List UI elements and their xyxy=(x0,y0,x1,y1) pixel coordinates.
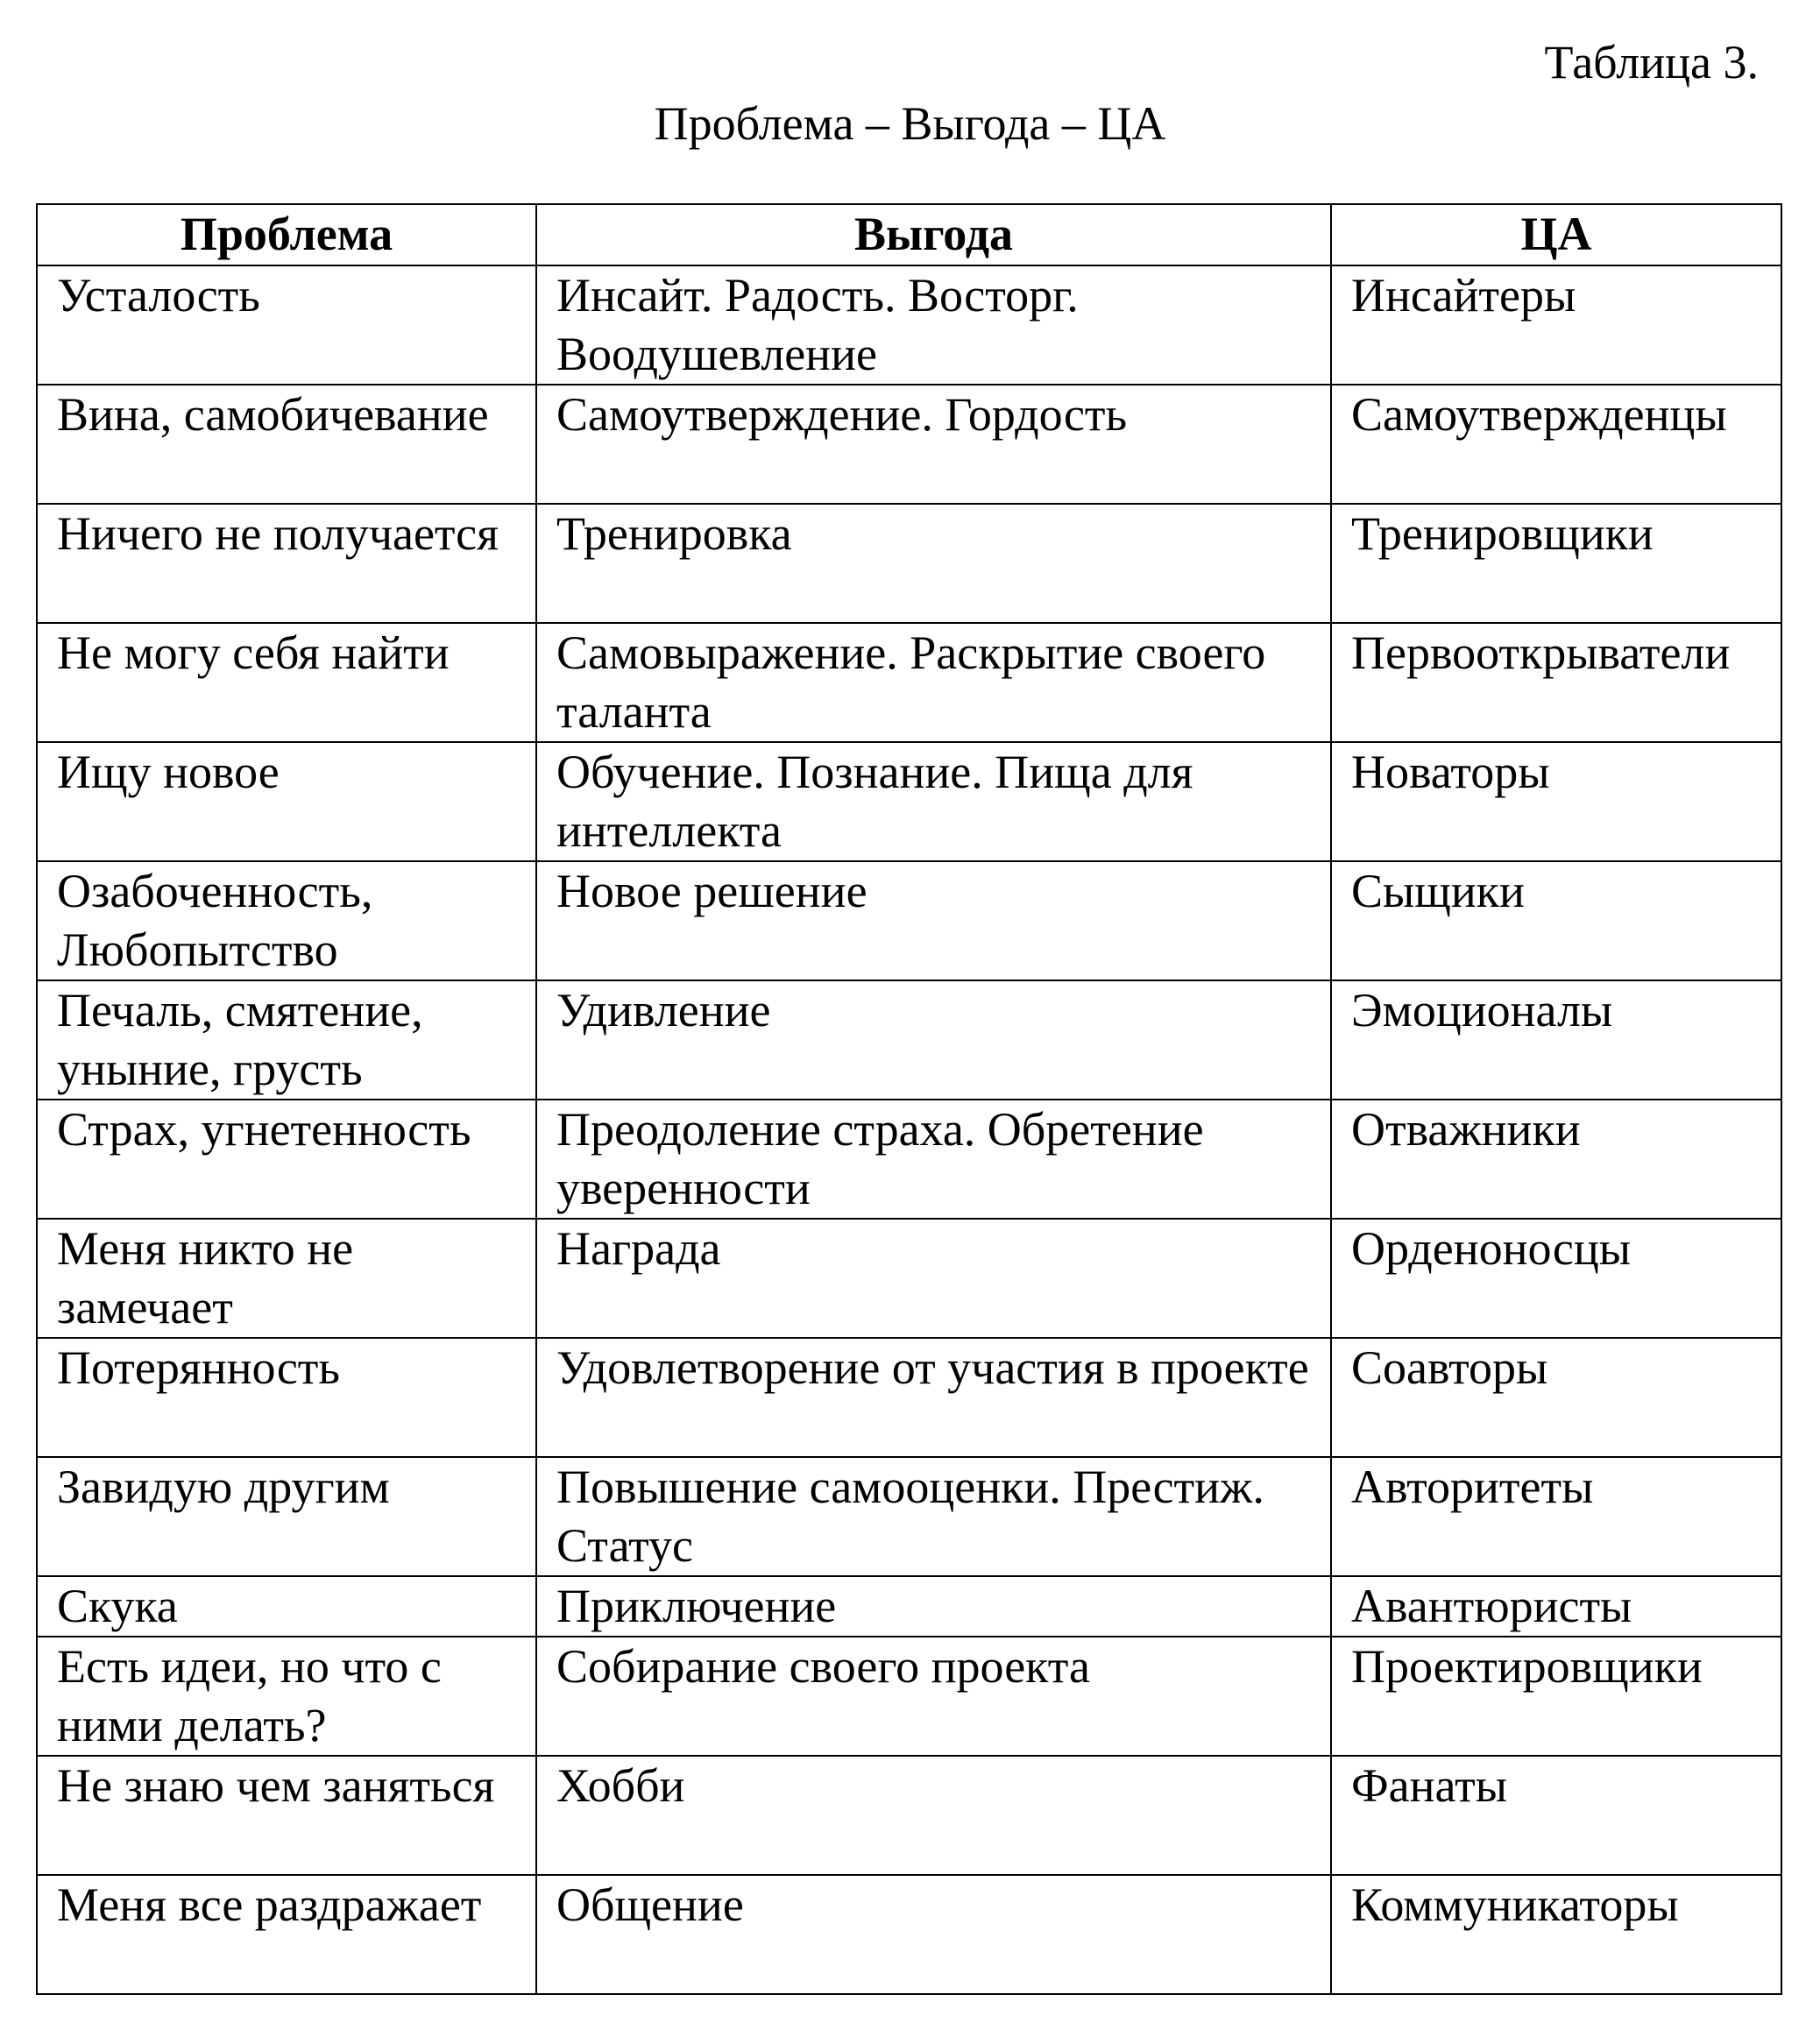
benefit-cell: Хобби xyxy=(536,1756,1331,1875)
problem-cell: Скука xyxy=(37,1576,536,1637)
audience-cell: Проектировщики xyxy=(1331,1637,1781,1756)
problem-cell: Печаль, смятение, уныние, грусть xyxy=(37,980,536,1100)
audience-cell: Орденоносцы xyxy=(1331,1219,1781,1338)
audience-cell: Эмоционалы xyxy=(1331,980,1781,1100)
audience-cell: Отважники xyxy=(1331,1100,1781,1219)
table-row xyxy=(37,980,1781,1100)
table-row xyxy=(37,1756,1781,1875)
table-row xyxy=(37,1875,1781,1994)
header-problem: Проблема xyxy=(37,204,536,265)
audience-cell: Коммуникаторы xyxy=(1331,1875,1781,1994)
benefit-cell: Самоутверждение. Гордость xyxy=(536,385,1331,504)
problem-benefit-audience-table xyxy=(36,203,1782,1995)
problem-cell: Не знаю чем заняться xyxy=(37,1756,536,1875)
audience-cell: Первооткрыватели xyxy=(1331,623,1781,742)
problem-cell: Усталость xyxy=(37,265,536,385)
audience-cell: Новаторы xyxy=(1331,742,1781,861)
benefit-cell: Обучение. Познание. Пища для интеллекта xyxy=(536,742,1331,861)
problem-cell: Потерянность xyxy=(37,1338,536,1457)
table-title: Проблема – Выгода – ЦА xyxy=(654,97,1166,150)
problem-cell: Не могу себя найти xyxy=(37,623,536,742)
problem-cell: Вина, самобичевание xyxy=(37,385,536,504)
problem-cell: Ничего не получается xyxy=(37,504,536,623)
benefit-cell: Тренировка xyxy=(536,504,1331,623)
benefit-cell: Новое решение xyxy=(536,861,1331,980)
benefit-cell: Самовыражение. Раскрытие своего таланта xyxy=(536,623,1331,742)
table-row xyxy=(37,1338,1781,1457)
benefit-cell: Повышение самооценки. Престиж. Статус xyxy=(536,1457,1331,1576)
benefit-cell: Приключение xyxy=(536,1576,1331,1637)
benefit-cell: Удовлетворение от участия в проекте xyxy=(536,1338,1331,1457)
benefit-cell: Удивление xyxy=(536,980,1331,1100)
table-caption: Таблица 3. xyxy=(1544,36,1759,88)
table-row xyxy=(37,1576,1781,1637)
table-row xyxy=(37,504,1781,623)
benefit-cell: Награда xyxy=(536,1219,1331,1338)
table-row xyxy=(37,1219,1781,1338)
problem-cell: Меня все раздражает xyxy=(37,1875,536,1994)
table-row xyxy=(37,265,1781,385)
header-row xyxy=(37,204,1781,265)
table-row xyxy=(37,1100,1781,1219)
benefit-cell: Преодоление страха. Обретение уверенности xyxy=(536,1100,1331,1219)
table-row xyxy=(37,1637,1781,1756)
problem-cell: Страх, угнетенность xyxy=(37,1100,536,1219)
audience-cell: Фанаты xyxy=(1331,1756,1781,1875)
audience-cell: Сыщики xyxy=(1331,861,1781,980)
audience-cell: Инсайтеры xyxy=(1331,265,1781,385)
audience-cell: Самоутвержденцы xyxy=(1331,385,1781,504)
audience-cell: Авантюристы xyxy=(1331,1576,1781,1637)
table-row xyxy=(37,1457,1781,1576)
problem-cell: Есть идеи, но что с ними делать? xyxy=(37,1637,536,1756)
table-row xyxy=(37,623,1781,742)
table-row xyxy=(37,861,1781,980)
problem-cell: Ищу новое xyxy=(37,742,536,861)
audience-cell: Авторитеты xyxy=(1331,1457,1781,1576)
audience-cell: Соавторы xyxy=(1331,1338,1781,1457)
benefit-cell: Инсайт. Радость. Восторг. Воодушевление xyxy=(536,265,1331,385)
audience-cell: Тренировщики xyxy=(1331,504,1781,623)
table-row xyxy=(37,742,1781,861)
header-audience: ЦА xyxy=(1331,204,1781,265)
benefit-cell: Общение xyxy=(536,1875,1331,1994)
problem-cell: Завидую другим xyxy=(37,1457,536,1576)
header-benefit: Выгода xyxy=(536,204,1331,265)
table-row xyxy=(37,385,1781,504)
problem-cell: Меня никто не замечает xyxy=(37,1219,536,1338)
problem-cell: Озабоченность, Любопытство xyxy=(37,861,536,980)
benefit-cell: Собирание своего проекта xyxy=(536,1637,1331,1756)
